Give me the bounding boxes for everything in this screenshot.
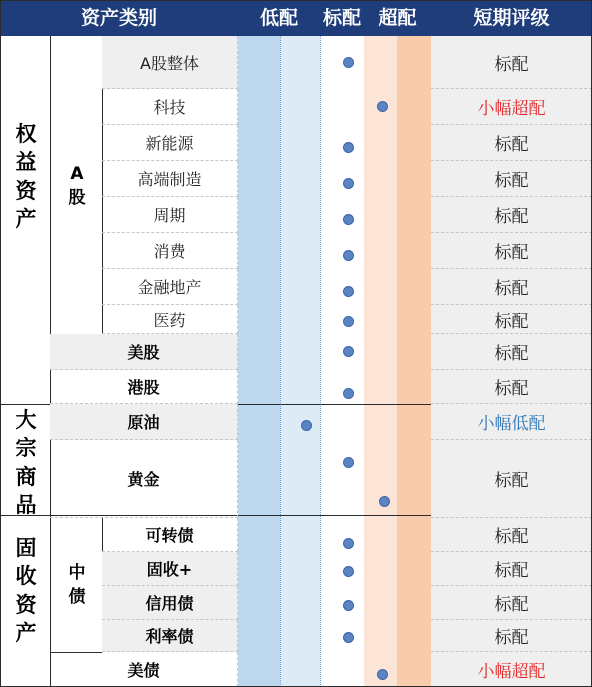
low-band-dark — [238, 36, 280, 687]
allocation-dot — [343, 600, 354, 611]
allocation-dot — [301, 420, 312, 431]
rating-cell: 标配 — [431, 370, 592, 404]
row-label: 美股 — [50, 334, 238, 370]
allocation-dot — [343, 316, 354, 327]
band-divider — [280, 36, 281, 687]
allocation-dot — [343, 142, 354, 153]
rating-cell: 小幅超配 — [431, 89, 592, 125]
group-a-share: A股 — [68, 164, 86, 208]
rating-cell: 小幅低配 — [431, 404, 592, 440]
rating-cell: 标配 — [431, 125, 592, 161]
allocation-dot — [343, 457, 354, 468]
rating-cell: 标配 — [431, 586, 592, 620]
row-label: 新能源 — [102, 125, 238, 161]
rating-cell: 标配 — [431, 334, 592, 370]
rating-cell: 标配 — [431, 269, 592, 305]
group-fixed-income: 固收资产 — [15, 536, 37, 646]
row-label: 金融地产 — [102, 269, 238, 305]
row-label: 信用债 — [102, 586, 238, 620]
row-label: 黄金 — [50, 440, 238, 518]
rating-cell: 标配 — [431, 552, 592, 586]
rating-cell: 小幅超配 — [431, 652, 592, 687]
rating-cell: 标配 — [431, 233, 592, 269]
rating-cell: 标配 — [431, 620, 592, 652]
header-asset-class: 资产类别 — [80, 7, 157, 29]
row-label: 周期 — [102, 197, 238, 233]
allocation-dot — [343, 178, 354, 189]
row-label: 固收+ — [102, 552, 238, 586]
row-label: 消费 — [102, 233, 238, 269]
band-divider — [320, 36, 321, 687]
allocation-dot — [343, 388, 354, 399]
allocation-dot — [377, 669, 388, 680]
row-label: 高端制造 — [102, 161, 238, 197]
allocation-dot — [343, 214, 354, 225]
allocation-dot — [343, 286, 354, 297]
row-label: 美债 — [50, 652, 238, 687]
group-equity: 权益资产 — [15, 122, 37, 232]
header-low: 低配 — [259, 7, 298, 29]
over-band-light — [364, 36, 397, 687]
row-label: A股整体 — [102, 36, 238, 89]
header-over: 超配 — [378, 7, 417, 29]
allocation-dot — [343, 566, 354, 577]
row-label: 利率债 — [102, 620, 238, 652]
allocation-dot — [343, 57, 354, 68]
rating-cell: 标配 — [431, 440, 592, 518]
allocation-dot — [343, 632, 354, 643]
header-rating: 短期评级 — [473, 7, 550, 29]
row-label: 医药 — [102, 305, 238, 334]
allocation-dot — [343, 250, 354, 261]
rating-cell: 标配 — [431, 518, 592, 552]
row-label: 原油 — [50, 404, 238, 440]
row-label: 科技 — [102, 89, 238, 125]
row-label: 港股 — [50, 370, 238, 404]
over-band-dark — [397, 36, 431, 687]
rating-cell: 标配 — [431, 197, 592, 233]
header-standard: 标配 — [322, 7, 361, 29]
low-band-light — [280, 36, 320, 687]
allocation-dot — [343, 538, 354, 549]
group-commodity: 大宗商品 — [15, 408, 37, 518]
rating-cell: 标配 — [431, 305, 592, 334]
allocation-dot — [343, 346, 354, 357]
allocation-dot — [377, 101, 388, 112]
group-china-bond: 中债 — [68, 563, 86, 607]
rating-cell: 标配 — [431, 161, 592, 197]
row-label: 可转债 — [102, 518, 238, 552]
rating-cell: 标配 — [431, 36, 592, 89]
